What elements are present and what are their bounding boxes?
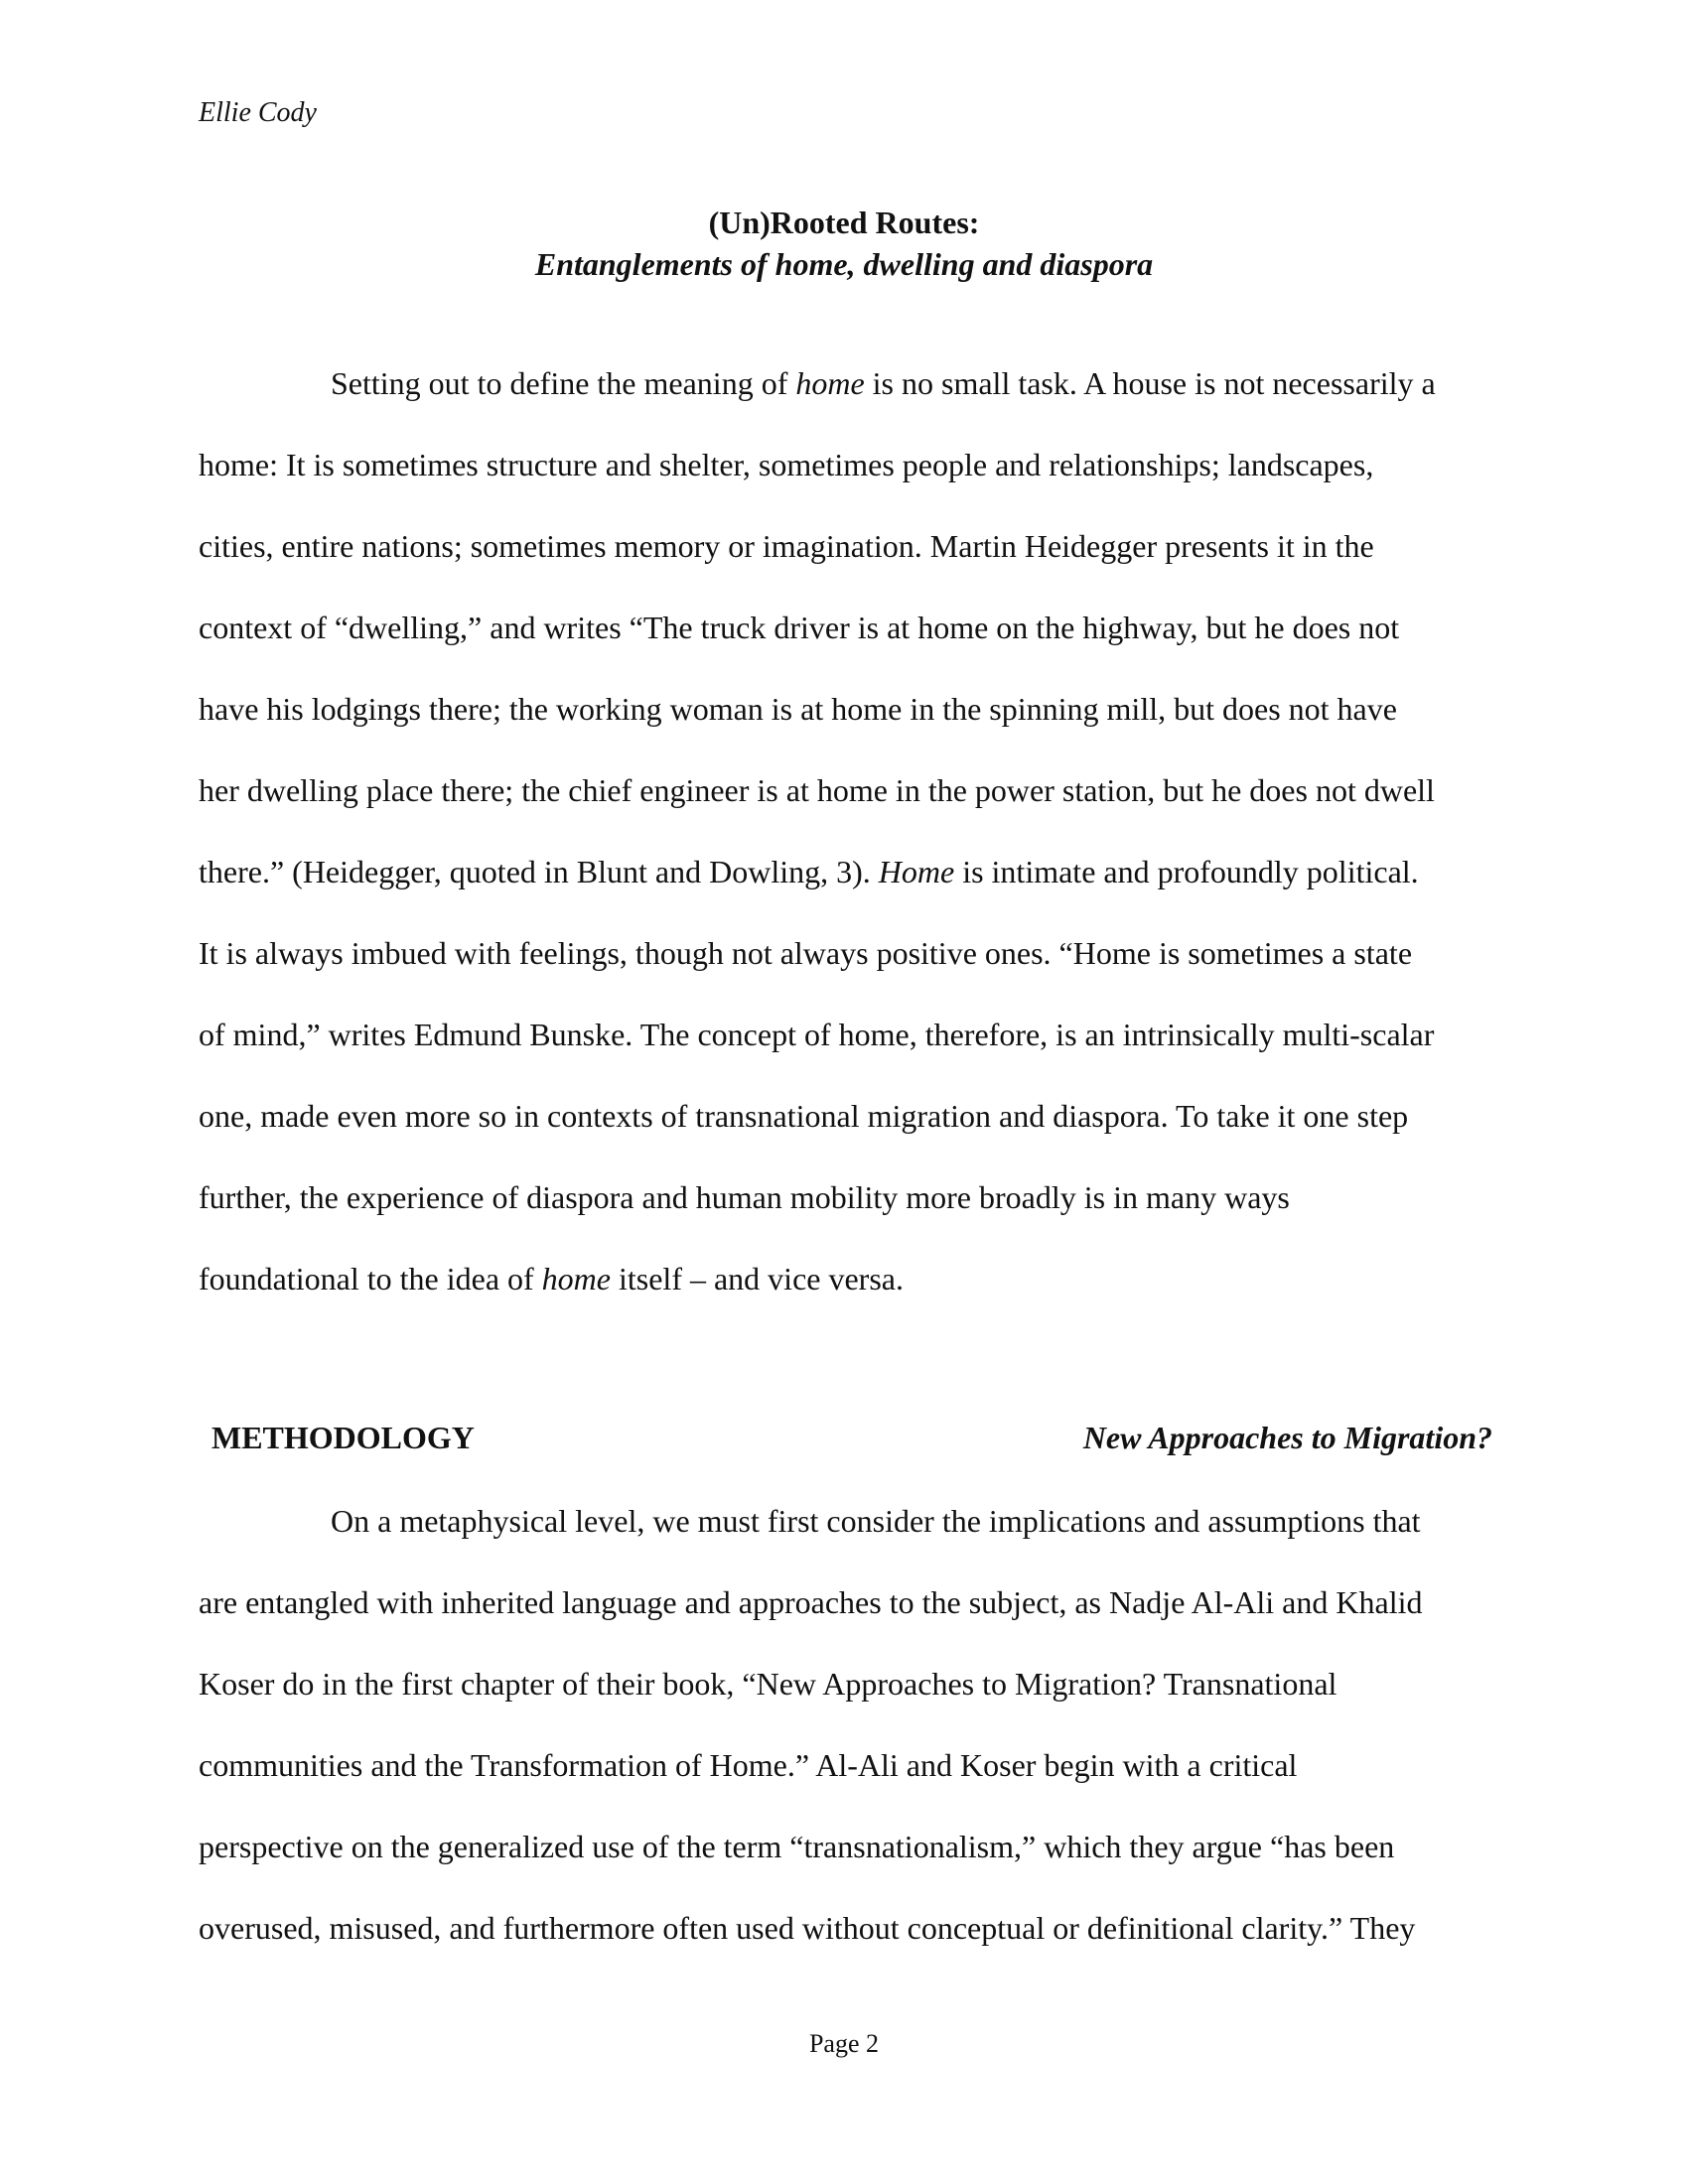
- emphasis-home: home: [795, 365, 865, 401]
- paragraph-line: communities and the Transformation of Home.” Al-Ali and Koser begin with a critical: [199, 1747, 1298, 1783]
- title-main: (Un)Rooted Routes:: [708, 205, 980, 240]
- paragraph-line: On a metaphysical level, we must first consider the implications and assumptions that: [331, 1503, 1421, 1539]
- section-heading-row: [211, 1416, 1492, 1459]
- emphasis-home: Home: [878, 854, 955, 889]
- paragraph-line: overused, misused, and furthermore often used without conceptual or definitional clarity.” They: [199, 1910, 1416, 1946]
- emphasis-home: home: [541, 1261, 611, 1297]
- title-subtitle: Entanglements of home, dwelling and diaspora: [534, 246, 1154, 282]
- paragraph-line: have his lodgings there; the working woman is at home in the spinning mill, but does not have: [199, 691, 1397, 727]
- page-number: Page 2: [808, 2029, 880, 2058]
- running-header-author: Ellie Cody: [199, 97, 317, 128]
- section-heading: METHODOLOGY: [211, 1420, 475, 1455]
- paragraph-line: home: It is sometimes structure and shelter, sometimes people and relationships; landscapes,: [199, 447, 1374, 482]
- section-subheading: New Approaches to Migration?: [1082, 1420, 1492, 1455]
- paragraph-line: It is always imbued with feelings, though not always positive ones. “Home is sometimes a state: [199, 935, 1413, 971]
- document-title: [199, 202, 1489, 285]
- paragraph-line: Koser do in the first chapter of their book, “New Approaches to Migration? Transnational: [199, 1666, 1337, 1702]
- methodology-paragraph: [199, 1480, 1491, 1969]
- paragraph-line: are entangled with inherited language and approaches to the subject, as Nadje Al-Ali and Khalid: [199, 1584, 1423, 1620]
- paragraph-line: foundational to the idea of home itself – and vice versa.: [199, 1261, 904, 1297]
- paragraph-line: cities, entire nations; sometimes memory or imagination. Martin Heidegger presents it in the: [199, 528, 1374, 564]
- paragraph-line: of mind,” writes Edmund Bunske. The concept of home, therefore, is an intrinsically multi-scalar: [199, 1017, 1435, 1052]
- paragraph-line: there.” (Heidegger, quoted in Blunt and Dowling, 3). Home is intimate and profoundly political.: [199, 854, 1419, 889]
- paragraph-line: one, made even more so in contexts of transnational migration and diaspora. To take it one step: [199, 1098, 1409, 1134]
- intro-paragraph: [199, 342, 1491, 1319]
- paragraph-line: Setting out to define the meaning of home is no small task. A house is not necessarily a: [331, 365, 1436, 401]
- paragraph-line: her dwelling place there; the chief engineer is at home in the power station, but he does not dwell: [199, 772, 1435, 808]
- paragraph-line: context of “dwelling,” and writes “The truck driver is at home on the highway, but he does not: [199, 610, 1400, 645]
- paragraph-line: further, the experience of diaspora and human mobility more broadly is in many ways: [199, 1179, 1290, 1215]
- paragraph-line: perspective on the generalized use of the term “transnationalism,” which they argue “has been: [199, 1829, 1395, 1864]
